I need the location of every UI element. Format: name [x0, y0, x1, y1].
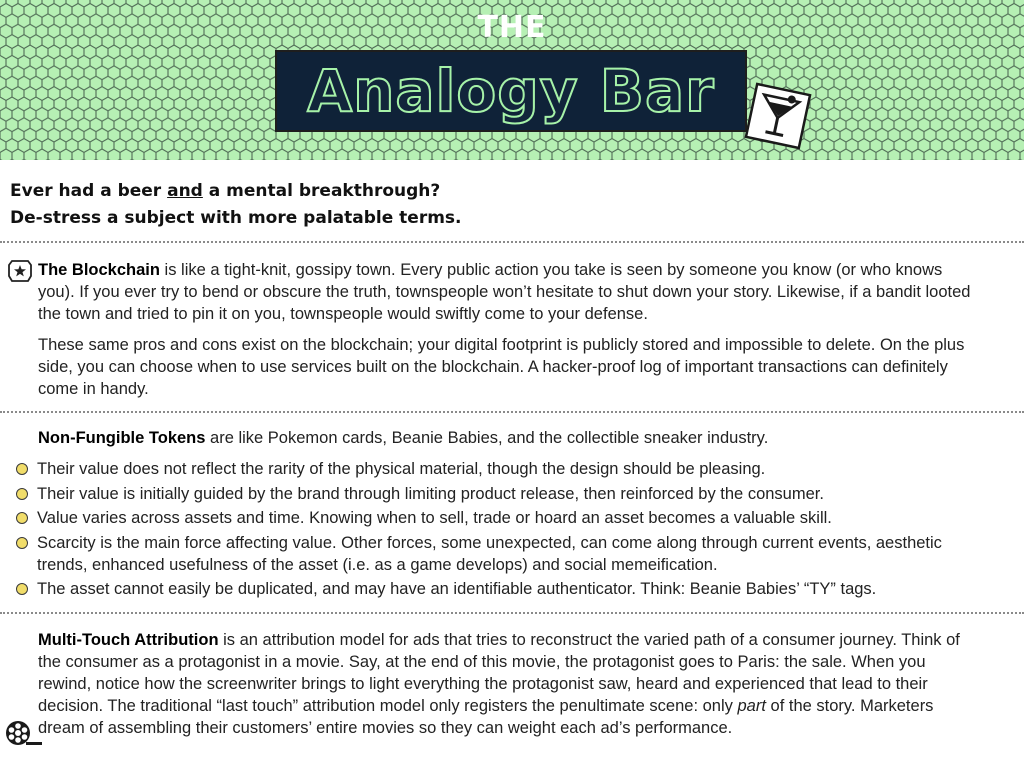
- blockchain-paragraph-2: These same pros and cons exist on the blockchain; your digital footprint is publicly stored and impossible to delete. On the plus side, you can choose when to use services built on the blockchain. A hacker-proof log of important transactions can definitely come in handy.: [38, 336, 965, 398]
- divider: [0, 612, 1024, 614]
- blockchain-paragraph-1: The Blockchain is like a tight-knit, gossipy town. Every public action you take is seen by someone you know (or who knows you). If you ever try to bend or obscure the truth, townspeople won’t hesitate to shut down your story. Likewise, if a bandit looted the town and tried to pin it on you, townspeople would swiftly come to your defense.: [38, 261, 971, 323]
- nft-intro: Non-Fungible Tokens are like Pokemon cards, Beanie Babies, and the collectible sneaker industry.: [38, 429, 769, 447]
- nft-bullet-list: [14, 458, 994, 603]
- page-title: Analogy Bar: [307, 57, 715, 125]
- film-reel-icon: [4, 718, 44, 748]
- term-mta: Multi-Touch Attribution: [38, 631, 219, 649]
- bullet-dot-icon: [16, 512, 28, 524]
- list-item: Their value is initially guided by the brand through limiting product release, then reinforced by the consumer.: [14, 483, 994, 505]
- term-nft: Non-Fungible Tokens: [38, 429, 206, 447]
- list-item: The asset cannot easily be duplicated, and may have an identifiable authenticator. Think: Beanie Babies’ “TY” tags.: [14, 578, 994, 600]
- intro-line-1: Ever had a beer and a mental breakthrough?: [10, 181, 441, 201]
- intro-text: [10, 178, 1010, 232]
- title-prefix: THE: [477, 10, 547, 45]
- bullet-dot-icon: [16, 583, 28, 595]
- list-item: Value varies across assets and time. Knowing when to sell, trade or hoard an asset becomes a valuable skill.: [14, 507, 994, 529]
- list-item: Their value does not reflect the rarity of the physical material, though the design should be pleasing.: [14, 458, 994, 480]
- martini-glass-icon: [742, 80, 813, 151]
- bullet-dot-icon: [16, 488, 28, 500]
- divider: [0, 241, 1024, 243]
- bullet-dot-icon: [16, 537, 28, 549]
- badge-star-icon: [7, 258, 33, 284]
- bullet-dot-icon: [16, 463, 28, 475]
- divider: [0, 411, 1024, 413]
- underlined-word: and: [167, 181, 203, 201]
- blockchain-section: [38, 259, 978, 400]
- title-box: [275, 50, 747, 132]
- term-blockchain: The Blockchain: [38, 261, 160, 279]
- mta-paragraph: Multi-Touch Attribution is an attribution model for ads that tries to reconstruct the varied path of a consumer journey. Think of the consumer as a protagonist in a movie. Say, at the end of this movie, the protagonist goes to Paris: the sale. When you rewind, notice how the screenwriter brings to light everything the protagonist saw, heard and experienced that lead to their decision. The traditional “last touch” attribution model only registers the penultimate scene: only part of the story. Marketers dream of assembling their customers’ entire movies so they can weight each ad’s performance.: [38, 631, 960, 737]
- list-item: Scarcity is the main force affecting value. Other forces, some unexpected, can come along through current events, aesthetic trends, enhanced usefulness of the asset (i.e. as a game develops) and social memeification.: [14, 532, 994, 576]
- intro-line-2: De-stress a subject with more palatable terms.: [10, 208, 462, 228]
- header-banner: [0, 0, 1024, 160]
- emphasis-word: part: [737, 697, 766, 715]
- mta-section: [38, 629, 978, 739]
